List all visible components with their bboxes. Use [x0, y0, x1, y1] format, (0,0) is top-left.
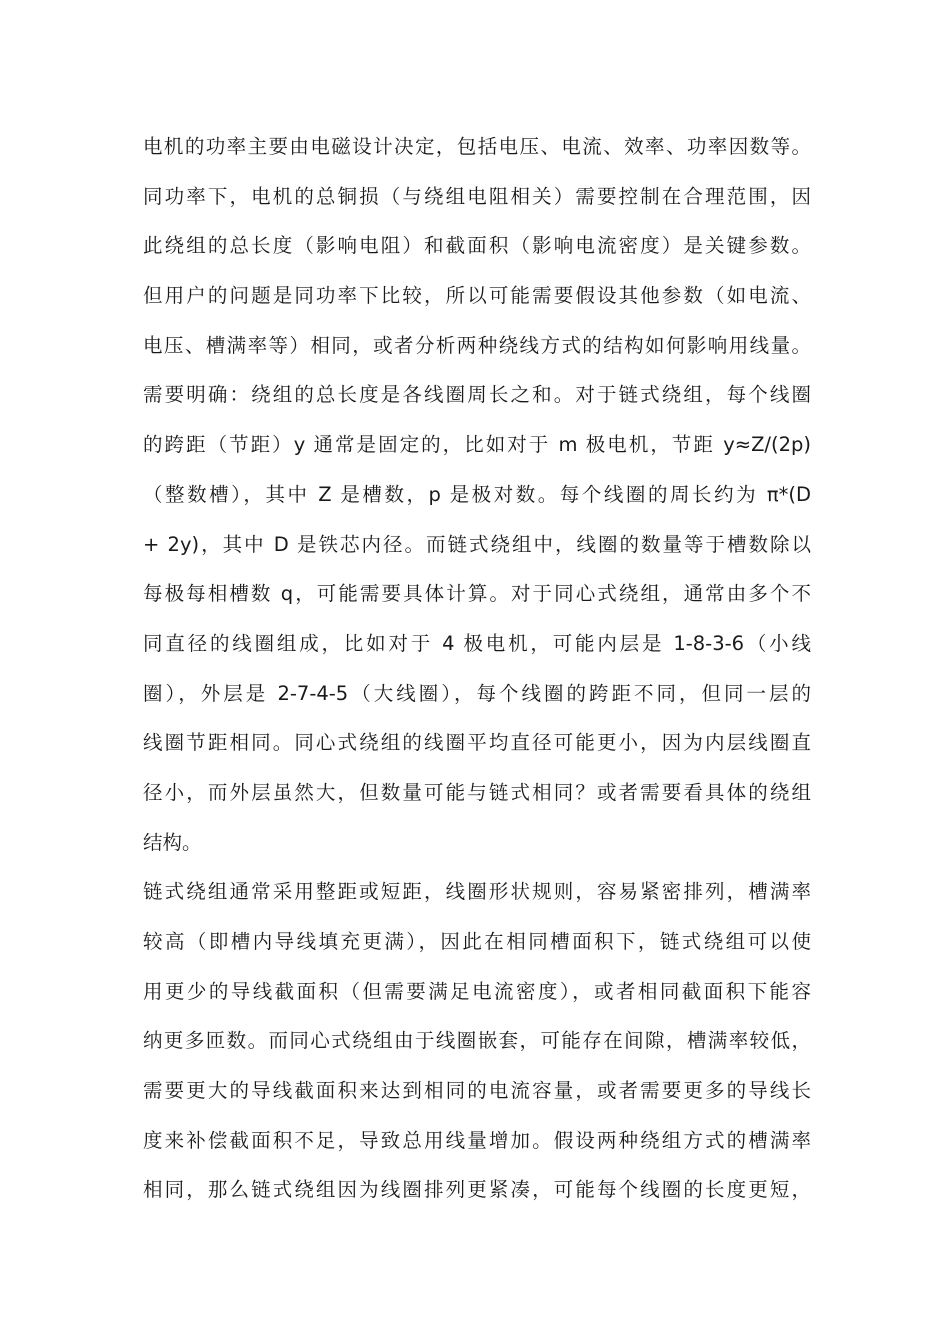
text-line: （整数槽），其中 Z 是槽数，p 是极对数。每个线圈的周长约为 π*(D — [143, 482, 811, 506]
text-line: 径小，而外层虽然大，但数量可能与链式相同？或者需要看具体的绕组 — [143, 780, 811, 804]
text-line: 用更少的导线截面积（但需要满足电流密度），或者相同截面积下能容 — [143, 979, 811, 1003]
text-line: 此绕组的总长度（影响电阻）和截面积（影响电流密度）是关键参数。 — [143, 234, 811, 258]
body-text — [143, 130, 811, 1223]
text-line: 线圈节距相同。同心式绕组的线圈平均直径可能更小，因为内层线圈直 — [143, 731, 811, 755]
text-line: 链式绕组通常采用整距或短距，线圈形状规则，容易紧密排列，槽满率 — [143, 880, 811, 904]
text-line: 纳更多匝数。而同心式绕组由于线圈嵌套，可能存在间隙，槽满率较低， — [143, 1029, 811, 1053]
text-line: 相同，那么链式绕组因为线圈排列更紧凑，可能每个线圈的长度更短， — [143, 1178, 811, 1202]
text-line: 圈），外层是 2-7-4-5（大线圈），每个线圈的跨距不同，但同一层的 — [143, 681, 811, 705]
text-line: 同功率下，电机的总铜损（与绕组电阻相关）需要控制在合理范围，因 — [143, 184, 811, 208]
text-line: 电机的功率主要由电磁设计决定，包括电压、电流、效率、功率因数等。 — [143, 135, 811, 158]
text-line: 但用户的问题是同功率下比较，所以可能需要假设其他参数（如电流、 — [143, 284, 811, 308]
text-line: 电压、槽满率等）相同，或者分析两种绕线方式的结构如何影响用线量。 — [143, 333, 811, 357]
text-line: 结构。 — [143, 830, 202, 854]
text-line: 较高（即槽内导线填充更满），因此在相同槽面积下，链式绕组可以使 — [143, 930, 811, 953]
text-line: 每极每相槽数 q，可能需要具体计算。对于同心式绕组，通常由多个不 — [143, 582, 811, 606]
text-line: 需要更大的导线截面积来达到相同的电流容量，或者需要更多的导线长 — [143, 1079, 811, 1103]
text-line: 同直径的线圈组成，比如对于 4 极电机，可能内层是 1-8-3-6（小线 — [143, 631, 811, 655]
text-line: 的跨距（节距）y 通常是固定的，比如对于 m 极电机，节距 y≈Z/(2p) — [143, 433, 811, 457]
text-line: 需要明确：绕组的总长度是各线圈周长之和。对于链式绕组，每个线圈 — [143, 383, 811, 407]
text-line: 度来补偿截面积不足，导致总用线量增加。假设两种绕组方式的槽满率 — [143, 1128, 811, 1152]
text-line: + 2y)，其中 D 是铁芯内径。而链式绕组中，线圈的数量等于槽数除以 — [143, 532, 811, 556]
